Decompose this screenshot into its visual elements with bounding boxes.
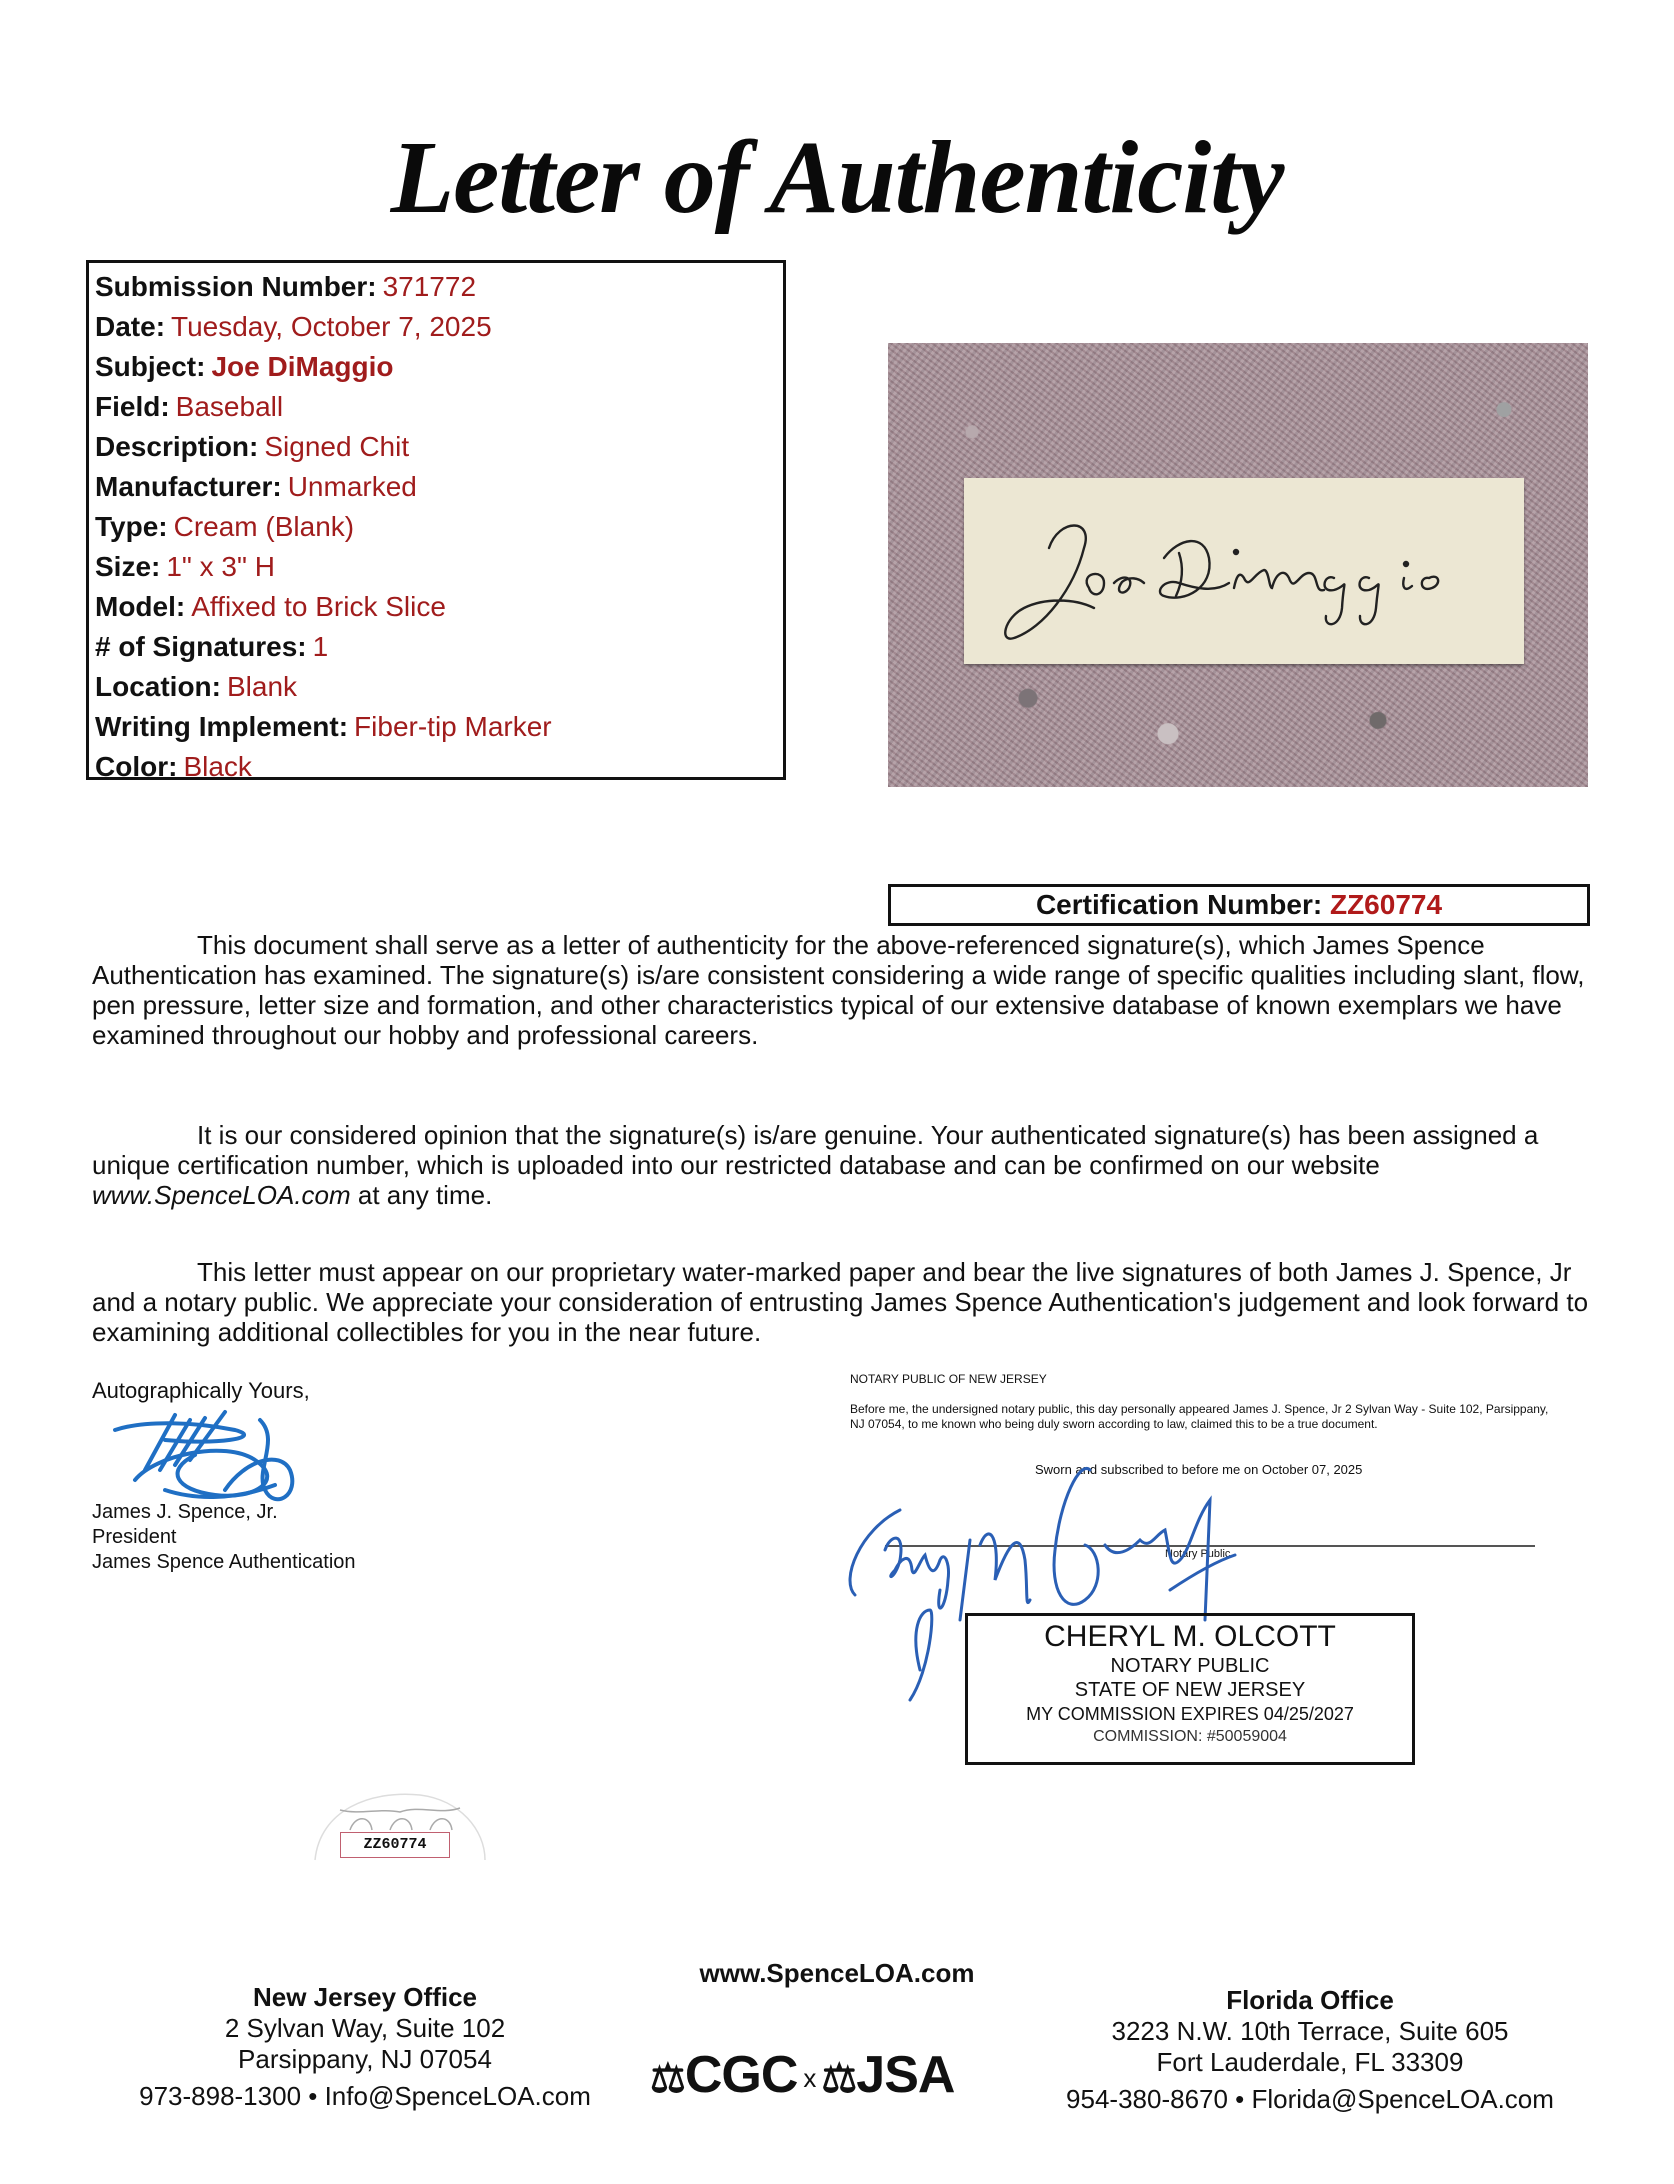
detail-label: Writing Implement: — [95, 711, 349, 742]
scale-icon: ⚖ — [650, 2057, 685, 2101]
paragraph-2-tail: at any time. — [350, 1180, 493, 1210]
detail-value: Signed Chit — [264, 431, 410, 462]
detail-row — [95, 467, 783, 507]
detail-row — [95, 667, 783, 707]
detail-label: Size: — [95, 551, 161, 582]
spence-signature-icon — [105, 1400, 325, 1510]
detail-row — [95, 547, 783, 587]
certification-number-box — [888, 884, 1590, 926]
detail-value: Blank — [227, 671, 298, 702]
notary-stamp — [965, 1613, 1415, 1765]
detail-label: Model: — [95, 591, 186, 622]
detail-label: Color: — [95, 751, 178, 782]
detail-label: Date: — [95, 311, 166, 342]
details-box — [86, 260, 786, 780]
footer-website[interactable]: www.SpenceLOA.com — [699, 1958, 975, 1988]
detail-row — [95, 307, 783, 347]
dimaggio-signature-icon — [964, 478, 1524, 664]
signer-name: James J. Spence, Jr. — [92, 1501, 278, 1523]
signer-role: President — [92, 1526, 177, 1548]
nj-office — [100, 1982, 630, 2112]
paragraph-2 — [92, 1120, 1592, 1210]
detail-row — [95, 387, 783, 427]
nj-office-line1: 2 Sylvan Way, Suite 102 — [224, 2013, 506, 2043]
logo-cgc: CGC — [684, 2046, 798, 2104]
notary-state: STATE OF NEW JERSEY — [1074, 1679, 1306, 1701]
signed-chit — [964, 478, 1524, 664]
detail-value: 371772 — [382, 271, 477, 302]
logo-jsa: JSA — [856, 2046, 955, 2104]
detail-row — [95, 707, 783, 747]
detail-label: Manufacturer: — [95, 471, 282, 502]
detail-value: Tuesday, October 7, 2025 — [171, 311, 492, 342]
fl-office — [1040, 1985, 1580, 2115]
sworn-statement: Sworn and subscribed to before me on October 07, 2025 — [1035, 1462, 1363, 1477]
detail-value: Black — [183, 751, 252, 782]
notary-title: NOTARY PUBLIC — [1110, 1655, 1270, 1677]
fl-office-line2: Fort Lauderdale, FL 33309 — [1156, 2047, 1464, 2077]
signer-company: James Spence Authentication — [92, 1551, 356, 1573]
commission-expires: MY COMMISSION EXPIRES 04/25/2027 — [1026, 1704, 1354, 1724]
notary-line-label: Notary Public — [1165, 1548, 1231, 1560]
item-photo — [888, 343, 1588, 787]
closing-line: Autographically Yours, — [92, 1378, 310, 1403]
nj-office-line2: Parsippany, NJ 07054 — [238, 2044, 492, 2074]
fl-office-line1: 3223 N.W. 10th Terrace, Suite 605 — [1111, 2016, 1509, 2046]
detail-row — [95, 427, 783, 467]
fl-office-contact: 954-380-8670 • Florida@SpenceLOA.com — [1066, 2084, 1554, 2114]
certification-number: ZZ60774 — [1329, 889, 1443, 920]
detail-row — [95, 267, 783, 307]
notary-statement: Before me, the undersigned notary public, this day personally appeared James J. Spence, Jr 2 Sylvan Way - Suite 102, Parsippany, NJ 07054, to me known who being duly sworn according to law, claimed this to be a true document. — [850, 1402, 1549, 1431]
notary-heading: NOTARY PUBLIC OF NEW JERSEY — [850, 1372, 1047, 1386]
website-link[interactable]: www.SpenceLOA.com — [92, 1180, 351, 1210]
notary-name: CHERYL M. OLCOTT — [1044, 1620, 1336, 1653]
detail-row — [95, 627, 783, 667]
detail-label: Location: — [95, 671, 221, 702]
hologram-number: ZZ60774 — [340, 1832, 450, 1858]
detail-label: Subject: — [95, 351, 206, 382]
detail-value: Unmarked — [287, 471, 417, 502]
detail-value: Cream (Blank) — [173, 511, 355, 542]
detail-value: 1" x 3" H — [166, 551, 275, 582]
detail-row — [95, 347, 783, 387]
fl-office-heading: Florida Office — [1226, 1985, 1394, 2015]
detail-label: Type: — [95, 511, 168, 542]
detail-row — [95, 587, 783, 627]
scale-icon: ⚖ — [821, 2057, 857, 2101]
paragraph-3: This letter must appear on our proprietary water-marked paper and bear the live signatures of both James J. Spence, Jr and a notary public. We appreciate your consideration of entrusting James Spence Authentication's judgement and look forward to examining additional collectibles for you in the near future. — [92, 1257, 1589, 1347]
detail-row — [95, 747, 783, 787]
paragraph-1: This document shall serve as a letter of authenticity for the above-referenced signature(s), which James Spence Authentication has examined. The signature(s) is/are consistent considering a wide range of specific qualities including slant, flow, pen pressure, letter size and formation, and other characteristics typical of our extensive database of known exemplars we have examined throughout our hobby and professional careers. — [92, 930, 1585, 1050]
detail-value: Baseball — [175, 391, 284, 422]
commission-number: COMMISSION: #50059004 — [1093, 1728, 1287, 1745]
nj-office-contact: 973-898-1300 • Info@SpenceLOA.com — [139, 2081, 591, 2111]
detail-value: Joe DiMaggio — [211, 351, 394, 382]
document-title: Letter of Authenticity — [390, 120, 1284, 235]
detail-value: Fiber-tip Marker — [354, 711, 552, 742]
cgc-jsa-logo — [650, 2045, 954, 2105]
detail-value: 1 — [312, 631, 329, 662]
certification-label: Certification Number: — [1035, 889, 1323, 920]
detail-row — [95, 507, 783, 547]
detail-label: # of Signatures: — [95, 631, 307, 662]
detail-label: Field: — [95, 391, 170, 422]
nj-office-heading: New Jersey Office — [252, 1982, 477, 2012]
detail-label: Description: — [95, 431, 259, 462]
logo-separator: x — [803, 2062, 816, 2093]
paragraph-2-text: It is our considered opinion that the signature(s) is/are genuine. Your authenticated signature(s) has been assigned a unique certification number, which is uploaded into our restricted database and can be confirmed on our website — [92, 1120, 1539, 1180]
detail-value: Affixed to Brick Slice — [191, 591, 446, 622]
detail-label: Submission Number: — [95, 271, 377, 302]
signer-block — [92, 1500, 356, 1575]
